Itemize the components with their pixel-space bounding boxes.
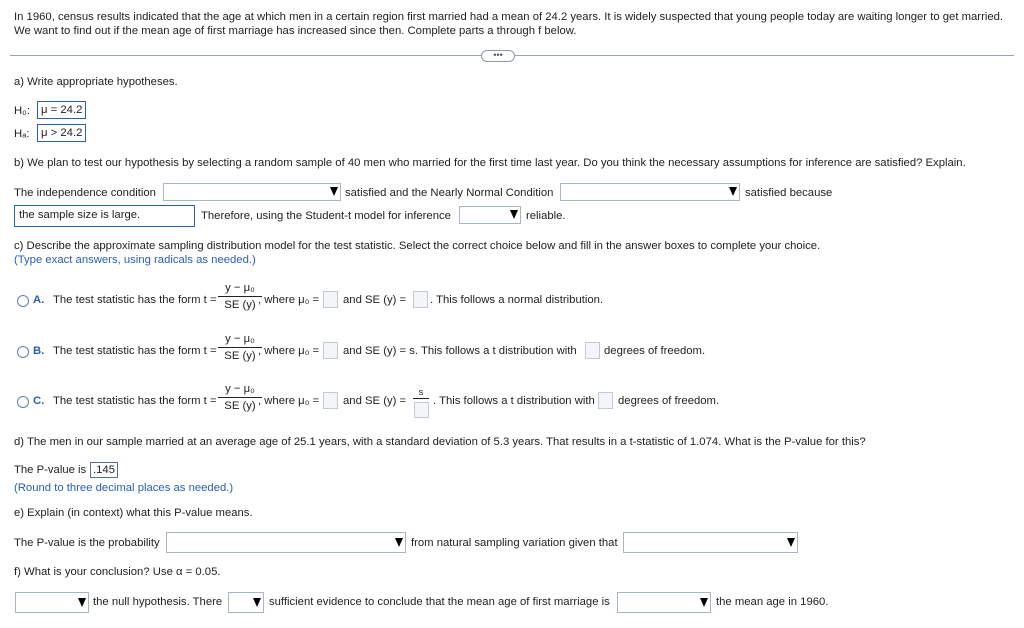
option-a-se-input[interactable] <box>413 291 428 308</box>
chevron-down-icon <box>700 598 708 607</box>
pvalue-input[interactable]: .145 <box>90 462 118 478</box>
because-label: satisfied because <box>745 187 833 199</box>
part-d-hint: (Round to three decimal places as needed.) <box>14 482 234 494</box>
option-a-radio[interactable] <box>17 295 29 307</box>
question-intro: In 1960, census results indicated that the age at which men in a certain region first married had a mean of 24.2 years. It is widely suspected that young people today are waiting longer to get married. We want to find out if the mean age of first marriage has increased since then. Complete parts a through f below. <box>14 11 1004 37</box>
fraction-numerator: y − μ₀ <box>218 282 262 297</box>
option-b-fraction <box>218 333 262 363</box>
part-e-lead: The P-value is the probability <box>14 537 160 549</box>
comparison-dropdown[interactable] <box>617 592 711 613</box>
because-dropdown[interactable] <box>14 205 195 227</box>
option-c-lead: The test statistic has the form t = <box>53 395 217 407</box>
option-c-se-denominator-input[interactable] <box>414 402 429 418</box>
part-e-mid: from natural sampling variation given that <box>411 537 618 549</box>
option-b-tail: degrees of freedom. <box>604 345 706 357</box>
option-c-mu0-input[interactable] <box>323 392 338 409</box>
option-a-fraction <box>218 282 262 312</box>
option-c-se-fraction <box>413 387 429 399</box>
option-c-letter: C. <box>33 395 45 407</box>
reject-dropdown[interactable] <box>15 592 89 613</box>
independence-dropdown[interactable] <box>163 183 341 201</box>
h0-label: H₀: <box>14 105 30 117</box>
part-e-prompt: e) Explain (in context) what this P-value means. <box>14 507 253 519</box>
option-c-mid: . This follows a t distribution with <box>433 395 595 407</box>
part-f-t1: the null hypothesis. There <box>93 596 223 608</box>
option-b-radio[interactable] <box>17 346 29 358</box>
option-b-lead: The test statistic has the form t = <box>53 345 217 357</box>
option-a-where: , where μ₀ = <box>258 294 320 306</box>
part-c-prompt: c) Describe the approximate sampling distribution model for the test statistic. Select the correct choice below and fill in the answer boxes to complete your choice. <box>14 240 821 252</box>
part-f-t2: sufficient evidence to conclude that the mean age of first marriage is <box>269 596 610 608</box>
option-c-fraction <box>218 383 262 413</box>
option-c-and-se: and SE (y) = <box>343 395 407 407</box>
option-b-letter: B. <box>33 345 45 357</box>
option-a-tail: . This follows a normal distribution. <box>430 294 604 306</box>
chevron-down-icon <box>253 598 261 607</box>
option-b-where: , where μ₀ = <box>258 345 320 357</box>
more-button[interactable]: ••• <box>481 50 515 62</box>
nearly-normal-label: satisfied and the Nearly Normal Condition <box>345 187 554 199</box>
option-b-mu0-input[interactable] <box>323 342 338 359</box>
chevron-down-icon <box>510 210 518 219</box>
part-f-prompt: f) What is your conclusion? Use α = 0.05. <box>14 566 221 578</box>
pvalue-label: The P-value is <box>14 464 87 476</box>
option-c-where: , where μ₀ = <box>258 395 320 407</box>
option-c-radio[interactable] <box>17 396 29 408</box>
se-numerator: s <box>413 387 429 399</box>
option-a-and-se: and SE (y) = <box>343 294 407 306</box>
part-c-hint: (Type exact answers, using radicals as needed.) <box>14 254 256 266</box>
ha-label: Hₐ: <box>14 128 30 140</box>
evidence-dropdown[interactable] <box>228 592 264 613</box>
nearly-normal-dropdown[interactable] <box>560 183 740 201</box>
therefore-dropdown[interactable] <box>459 206 521 224</box>
because-value: the sample size is large. <box>19 209 141 221</box>
fraction-denominator: SE (y) <box>224 299 256 311</box>
therefore-label: Therefore, using the Student-t model for inference <box>201 210 451 222</box>
option-a-lead: The test statistic has the form t = <box>53 294 217 306</box>
reliable-label: reliable. <box>526 210 566 222</box>
fraction-denominator: SE (y) <box>224 350 256 362</box>
part-f-t3: the mean age in 1960. <box>716 596 829 608</box>
option-b-and-se: and SE (y) = s. This follows a t distribution with <box>343 345 577 357</box>
independence-label: The independence condition <box>14 187 156 199</box>
part-a-prompt: a) Write appropriate hypotheses. <box>14 76 178 88</box>
chevron-down-icon <box>330 187 338 196</box>
given-that-dropdown[interactable] <box>623 532 798 553</box>
option-b-df-input[interactable] <box>585 342 600 359</box>
part-b-prompt: b) We plan to test our hypothesis by selecting a random sample of 40 men who married for the first time last year. Do you think the necessary assumptions for inference are satisfied? Explain. <box>14 157 966 169</box>
h0-input[interactable]: μ = 24.2 <box>37 101 86 119</box>
option-c-df-input[interactable] <box>598 392 613 409</box>
ha-input[interactable]: μ > 24.2 <box>37 124 86 142</box>
option-a-mu0-input[interactable] <box>323 291 338 308</box>
fraction-denominator: SE (y) <box>224 400 256 412</box>
chevron-down-icon <box>729 187 737 196</box>
chevron-down-icon <box>787 538 795 547</box>
option-a-letter: A. <box>33 294 45 306</box>
probability-dropdown[interactable] <box>166 532 406 553</box>
fraction-numerator: y − μ₀ <box>218 383 262 398</box>
chevron-down-icon <box>395 538 403 547</box>
chevron-down-icon <box>78 598 86 607</box>
fraction-numerator: y − μ₀ <box>218 333 262 348</box>
option-c-tail: degrees of freedom. <box>618 395 720 407</box>
part-d-prompt: d) The men in our sample married at an average age of 25.1 years, with a standard deviation of 5.3 years. That results in a t-statistic of 1.074. What is the P-value for this? <box>14 436 866 448</box>
